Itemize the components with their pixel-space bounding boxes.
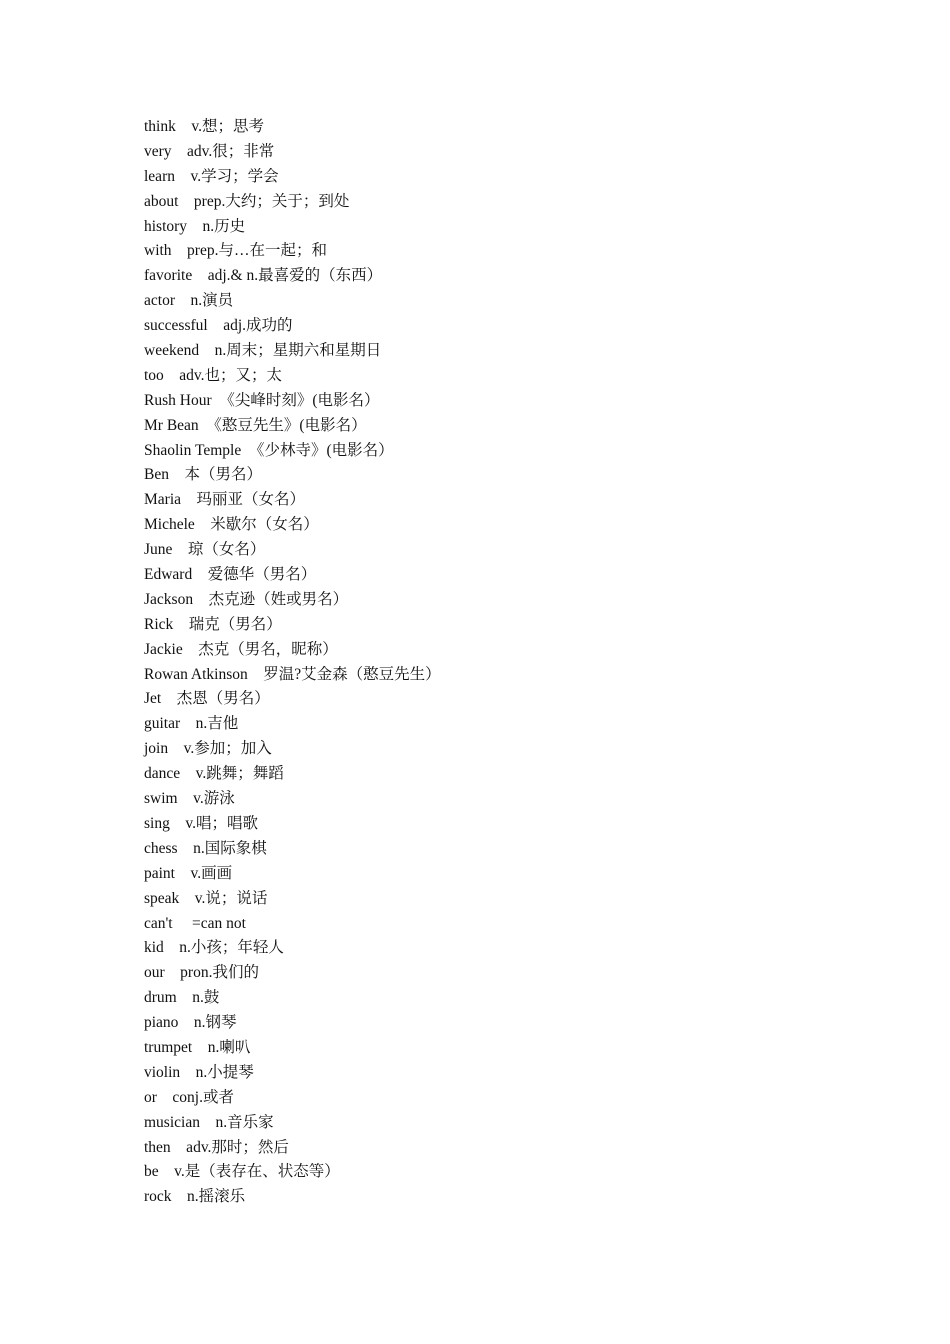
vocabulary-entry	[144, 912, 844, 937]
vocabulary-entry	[144, 289, 844, 314]
vocabulary-entry-text: Michele 米歇尔（女名）	[144, 516, 319, 534]
vocabulary-entry-text: weekend n.周末；星期六和星期日	[144, 342, 382, 360]
vocabulary-entry	[144, 239, 844, 264]
vocabulary-entry	[144, 936, 844, 961]
vocabulary-entry-text: June 琼（女名）	[144, 541, 266, 559]
vocabulary-entry	[144, 389, 844, 414]
vocabulary-entry	[144, 488, 844, 513]
vocabulary-entry	[144, 1111, 844, 1136]
vocabulary-entry-text: successful adj.成功的	[144, 317, 293, 335]
vocabulary-entry-text: chess n.国际象棋	[144, 839, 267, 857]
vocabulary-entry	[144, 1185, 844, 1210]
vocabulary-entry-text: can't =can not	[144, 914, 246, 932]
vocabulary-entry-text: Rowan Atkinson 罗温?艾金森（憨豆先生）	[144, 665, 441, 683]
vocabulary-entry-text: Rush Hour 《尖峰时刻》(电影名）	[144, 391, 380, 409]
vocabulary-entry	[144, 663, 844, 688]
vocabulary-entry-text: musician n.音乐家	[144, 1113, 274, 1131]
vocabulary-entry-text: guitar n.吉他	[144, 715, 239, 733]
vocabulary-entry	[144, 737, 844, 762]
vocabulary-entry	[144, 787, 844, 812]
vocabulary-entry-text: Maria 玛丽亚（女名）	[144, 491, 306, 509]
vocabulary-entry	[144, 140, 844, 165]
vocabulary-entry	[144, 1011, 844, 1036]
vocabulary-entry-text: with prep.与…在一起；和	[144, 242, 327, 260]
vocabulary-entry-text: Jet 杰恩（男名）	[144, 690, 270, 708]
vocabulary-entry	[144, 215, 844, 240]
vocabulary-entry-text: kid n.小孩；年轻人	[144, 939, 284, 957]
vocabulary-entry-text: about prep.大约；关于；到处	[144, 192, 350, 210]
vocabulary-entry	[144, 190, 844, 215]
vocabulary-entry-text: speak v.说；说话	[144, 889, 268, 907]
vocabulary-entry-text: actor n.演员	[144, 292, 234, 310]
vocabulary-entry	[144, 1160, 844, 1185]
vocabulary-entry-text: favorite adj.& n.最喜爱的（东西）	[144, 267, 383, 285]
vocabulary-list	[144, 115, 844, 1210]
vocabulary-entry	[144, 1086, 844, 1111]
vocabulary-entry-text: violin n.小提琴	[144, 1063, 254, 1081]
vocabulary-entry-text: Rick 瑞克（男名）	[144, 615, 282, 633]
vocabulary-entry-text: swim v.游泳	[144, 790, 235, 808]
vocabulary-entry	[144, 364, 844, 389]
vocabulary-entry	[144, 115, 844, 140]
vocabulary-entry	[144, 1036, 844, 1061]
vocabulary-entry-text: our pron.我们的	[144, 964, 259, 982]
vocabulary-entry-text: or conj.或者	[144, 1088, 234, 1106]
vocabulary-entry	[144, 638, 844, 663]
vocabulary-entry-text: Shaolin Temple 《少林寺》(电影名）	[144, 441, 394, 459]
vocabulary-entry	[144, 613, 844, 638]
vocabulary-entry	[144, 563, 844, 588]
vocabulary-entry	[144, 812, 844, 837]
vocabulary-entry-text: learn v.学习；学会	[144, 167, 279, 185]
vocabulary-entry-text: piano n.钢琴	[144, 1014, 237, 1032]
vocabulary-entry-text: paint v.画画	[144, 864, 233, 882]
vocabulary-entry	[144, 862, 844, 887]
vocabulary-entry	[144, 463, 844, 488]
vocabulary-entry	[144, 165, 844, 190]
vocabulary-entry	[144, 314, 844, 339]
vocabulary-entry	[144, 762, 844, 787]
vocabulary-entry-text: rock n.摇滚乐	[144, 1188, 246, 1206]
vocabulary-entry-text: history n.历史	[144, 217, 246, 235]
vocabulary-entry	[144, 339, 844, 364]
vocabulary-entry-text: think v.想；思考	[144, 118, 264, 135]
vocabulary-entry	[144, 439, 844, 464]
vocabulary-entry	[144, 513, 844, 538]
vocabulary-entry-text: trumpet n.喇叭	[144, 1038, 251, 1056]
vocabulary-entry	[144, 687, 844, 712]
vocabulary-entry-text: be v.是（表存在、状态等）	[144, 1163, 340, 1181]
vocabulary-entry	[144, 588, 844, 613]
vocabulary-entry	[144, 264, 844, 289]
vocabulary-entry-text: Ben 本（男名）	[144, 466, 262, 484]
vocabulary-entry-text: very adv.很；非常	[144, 142, 275, 160]
vocabulary-entry	[144, 712, 844, 737]
vocabulary-entry-text: too adv.也；又；太	[144, 366, 283, 384]
vocabulary-entry-text: Jackie 杰克（男名，昵称）	[144, 640, 338, 658]
vocabulary-entry	[144, 887, 844, 912]
vocabulary-entry	[144, 538, 844, 563]
vocabulary-entry-text: Edward 爱德华（男名）	[144, 566, 317, 584]
vocabulary-entry-text: Jackson 杰克逊（姓或男名）	[144, 590, 349, 608]
vocabulary-entry-text: dance v.跳舞；舞蹈	[144, 765, 284, 783]
vocabulary-entry	[144, 837, 844, 862]
vocabulary-entry	[144, 414, 844, 439]
vocabulary-entry-text: then adv.那时；然后	[144, 1138, 289, 1156]
vocabulary-entry-text: drum n.鼓	[144, 989, 220, 1007]
vocabulary-entry	[144, 961, 844, 986]
vocabulary-entry	[144, 986, 844, 1011]
vocabulary-entry	[144, 1061, 844, 1086]
vocabulary-entry-text: join v.参加；加入	[144, 740, 272, 758]
vocabulary-entry-text: Mr Bean 《憨豆先生》(电影名）	[144, 416, 367, 434]
vocabulary-entry-text: sing v.唱；唱歌	[144, 814, 258, 832]
vocabulary-entry	[144, 1136, 844, 1161]
